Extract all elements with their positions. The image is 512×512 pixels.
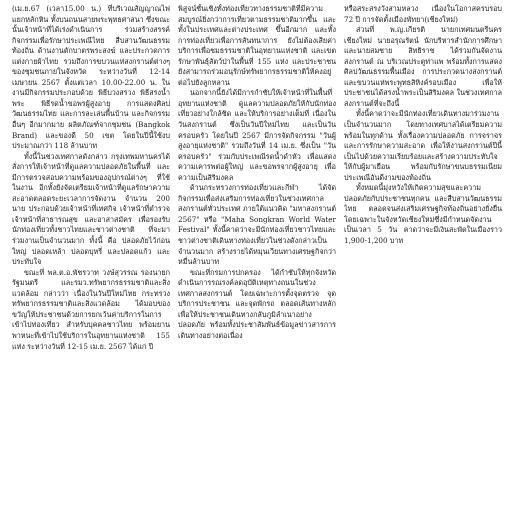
paragraph: หรือสระสรงวังสามหลวง เนื่องในโอกาสครบรอบ 72 ปี การจัดตั้งเมืองพัทยา(เชียงใหม่) (344, 4, 502, 24)
paragraph: ทั้งนี้ในช่วงเทศกาลดังกล่าว กรุงเทพมหานครได้สั่งการให้เจ้าหน้าที่ดูแลความปลอดภัยในพื้นที่ และมีการตรวจสอบความพร้อมของอุปกรณ์ต่างๆ ที่ใช้ในงาน อีกทั้งยังจัดเตรียมเจ้าหน้าที่ดูแลรักษาความสะอาดตลอดระยะเวลาการจัดงาน จำนวน 200 นาย ประกอบด้วยเจ้าหน้าที่เทศกิจ เจ้าหน้าที่ตำรวจ เจ้าหน้าที่สาธารณสุข และอาสาสมัคร เพื่อรองรับนักท่องเที่ยวทั้งชาวไทยและชาวต่างชาติ ที่จะมาร่วมงานเป็นจำนวนมาก ทั้งนี้ คือ ปลอดภัยไว้ก่อน ใหญ่ ปลอดเหล้า ปลอดบุหรี่ และปลอดแก้ว และประทับใจ (12, 151, 170, 267)
paragraph: (เม.ย.67 (เวลา15.00 น.) ที่บริเวณสัญญาณไฟแยกหลักหิน ทั้งบนถนนสายพระพุทธศาสนา ซึ่งขณะนั้นเจ้าหน้าที่ได้เร่งดำเนินการ ร่วมสร้างสรรค์ กิจกรรมเพื่อรักษาประเพณีไทย สืบสานวัฒนธรรมท้องถิ่น ด้านงานตักบาตรพระสงฆ์ และประกวดการแต่งกายผ้าไทย รวมถึงการขบวนแห่สงกรานต์ต่างๆ ของชุมชนภายในจังหวัด ระหว่างวันที่ 12-14 เมษายน 2567 ตั้งแต่เวลา 10.00-22.00 น. ในงานมีกิจกรรมประกอบด้วย พิธีบวงสรวง พิธีสรงน้ำพระ พิธีรดน้ำขอพรผู้สูงอายุ การแสดงศิลปวัฒนธรรมไทย และการละเล่นพื้นบ้าน และกิจกรรมอื่นๆ อีกมากมาย ผลิตภัณฑ์จากชุมชน (Bangkok Brand) และของดี 50 เขต โดยในปีนี้ใช้งบประมาณกว่า 118 ล้านบาท (12, 4, 170, 151)
text-column-3 (344, 4, 502, 512)
paragraph: พิสูจน์ชั้นเชิงทั้งท่องเที่ยวทางธรรมชาติที่มีความสมบูรณ์ยิ่งกว่าการเที่ยวตามธรรมชาติมากขึ้น และทั้งในประเทศและต่างประเทศ ขึ้นอีกมาก และทั้งการท่องเที่ยวเพื่อการสันทนาการ ยังไม่ต้องเสียค่าบริการเพื่อชมธรรมชาติในอุทยานแห่งชาติ และเขตรักษาพันธุ์สัตว์ป่าในพื้นที่ 155 แห่ง และประชาชนยังสามารถร่วมอนุรักษ์ทรัพยากรธรรมชาติให้คงอยู่ต่อไปยังลูกหลาน (178, 4, 336, 87)
paragraph: ทั้งหมดนี้มุ่งหวังให้เกิดความสุขและความปลอดภัยกับประชาชนทุกคน และสืบสานวัฒนธรรมไทย ตลอดจนส่งเสริมเศรษฐกิจท้องถิ่นอย่างยั่งยืน โดยเฉพาะในจังหวัดเชียงใหม่ซึ่งมีกำหนดจัดงานเป็นเวลา 5 วัน คาดว่าจะมีเงินสะพัดในเมืองราว 1,900-1,200 บาท (344, 183, 502, 246)
paragraph: ส่วนที่ พ.ญ.เกียรติ นายกเทศมนตรีนครเชียงใหม่ นายอรุณรัตน์ นักบริหารสำนักการศึกษา และนายสมชาย สิทธิราช ได้ร่วมกันจัดงานสงกรานต์ ณ บริเวณประตูท่าแพ พร้อมทั้งการแสดงศิลปวัฒนธรรมพื้นเมือง การประกวดนางสงกรานต์ และขบวนแห่พระพุทธสิหิงค์รอบเมือง เพื่อให้ประชาชนได้สรงน้ำพระเป็นสิริมงคล ในช่วงเทศกาลสงกรานต์ที่จะถึงนี้ (344, 25, 502, 108)
paragraph: นอกจากนี้ยังได้มีการกำชับให้เจ้าหน้าที่ในพื้นที่อุทยานแห่งชาติ ดูแลความปลอดภัยให้กับนักท่องเที่ยวอย่างใกล้ชิด และให้บริการอย่างเต็มที่ เนื่องในวันสงกรานต์ ซึ่งเป็นวันปีใหม่ไทย และเป็นวันครอบครัว โดยในปี 2567 มีการจัดกิจกรรม "วันผู้สูงอายุแห่งชาติ" รวมถึงวันที่ 14 เม.ย. ซึ่งเป็น "วันครอบครัว" ร่วมกับประเพณีรดน้ำดำหัว เพื่อแสดงความเคารพต่อผู้ใหญ่ และขอพรจากผู้สูงอายุ เพื่อความเป็นสิริมงคล (178, 88, 336, 182)
paragraph: ด้านกระทรวงการท่องเที่ยวและกีฬา ได้จัดกิจกรรมเพื่อส่งเสริมการท่องเที่ยวในช่วงเทศกาลสงกรานต์ทั่วประเทศ ภายใต้แนวคิด "มหาสงกรานต์ 2567" หรือ "Maha Songkran World Water Festival" ทั้งนี้คาดว่าจะมีนักท่องเที่ยวชาวไทยและชาวต่างชาติเดินทางท่องเที่ยวในช่วงดังกล่าวเป็นจำนวนมาก สร้างรายได้หมุนเวียนทางเศรษฐกิจกว่าหมื่นล้านบาท (178, 183, 336, 267)
paragraph: ขณะที่ พล.ต.อ.พัชรวาท วงษ์สุวรรณ รองนายกรัฐมนตรี และรมว.ทรัพยากรธรรมชาติและสิ่งแวดล้อม กล่าวว่า เนื่องในวันปีใหม่ไทย กระทรวงทรัพยากรธรรมชาติและสิ่งแวดล้อม ได้มอบของขวัญให้ประชาชนด้วยการยกเว้นค่าบริการในการเข้าไปท่องเที่ยว สำหรับบุคคลชาวไทย พร้อมยานพาหนะที่เข้าไปใช้บริการในอุทยานแห่งชาติ 155 แห่ง ระหว่างวันที่ 12-15 เม.ย. 2567 ได้แก่ ปี (12, 267, 170, 351)
paragraph: ทั้งนี้คาดว่าจะมีนักท่องเที่ยวเดินทางมาร่วมงานเป็นจำนวนมาก โดยทางเทศบาลได้เตรียมความพร้อมในทุกด้าน ทั้งเรื่องความปลอดภัย การจราจร และการรักษาความสะอาด เพื่อให้งานสงกรานต์ปีนี้เป็นไปด้วยความเรียบร้อยและสร้างความประทับใจ ให้กับผู้มาเยือน พร้อมกับรักษาขนบธรรมเนียมประเพณีอันดีงามของท้องถิ่น (344, 109, 502, 182)
text-column-2 (178, 4, 336, 512)
text-column-1 (12, 4, 170, 512)
paragraph: ขณะที่กรมการปกครอง ได้กำชับให้ทุกจังหวัดดำเนินการรณรงค์ลดอุบัติเหตุทางถนนในช่วงเทศกาลสงกรานต์ โดยเฉพาะการตั้งจุดตรวจ จุดบริการประชาชน และจุดพักรถ ตลอดเส้นทางหลัก เพื่อให้ประชาชนเดินทางกลับภูมิลำเนาอย่างปลอดภัย พร้อมทั้งประชาสัมพันธ์ข้อมูลข่าวสารการเดินทางอย่างต่อเนื่อง (178, 267, 336, 340)
